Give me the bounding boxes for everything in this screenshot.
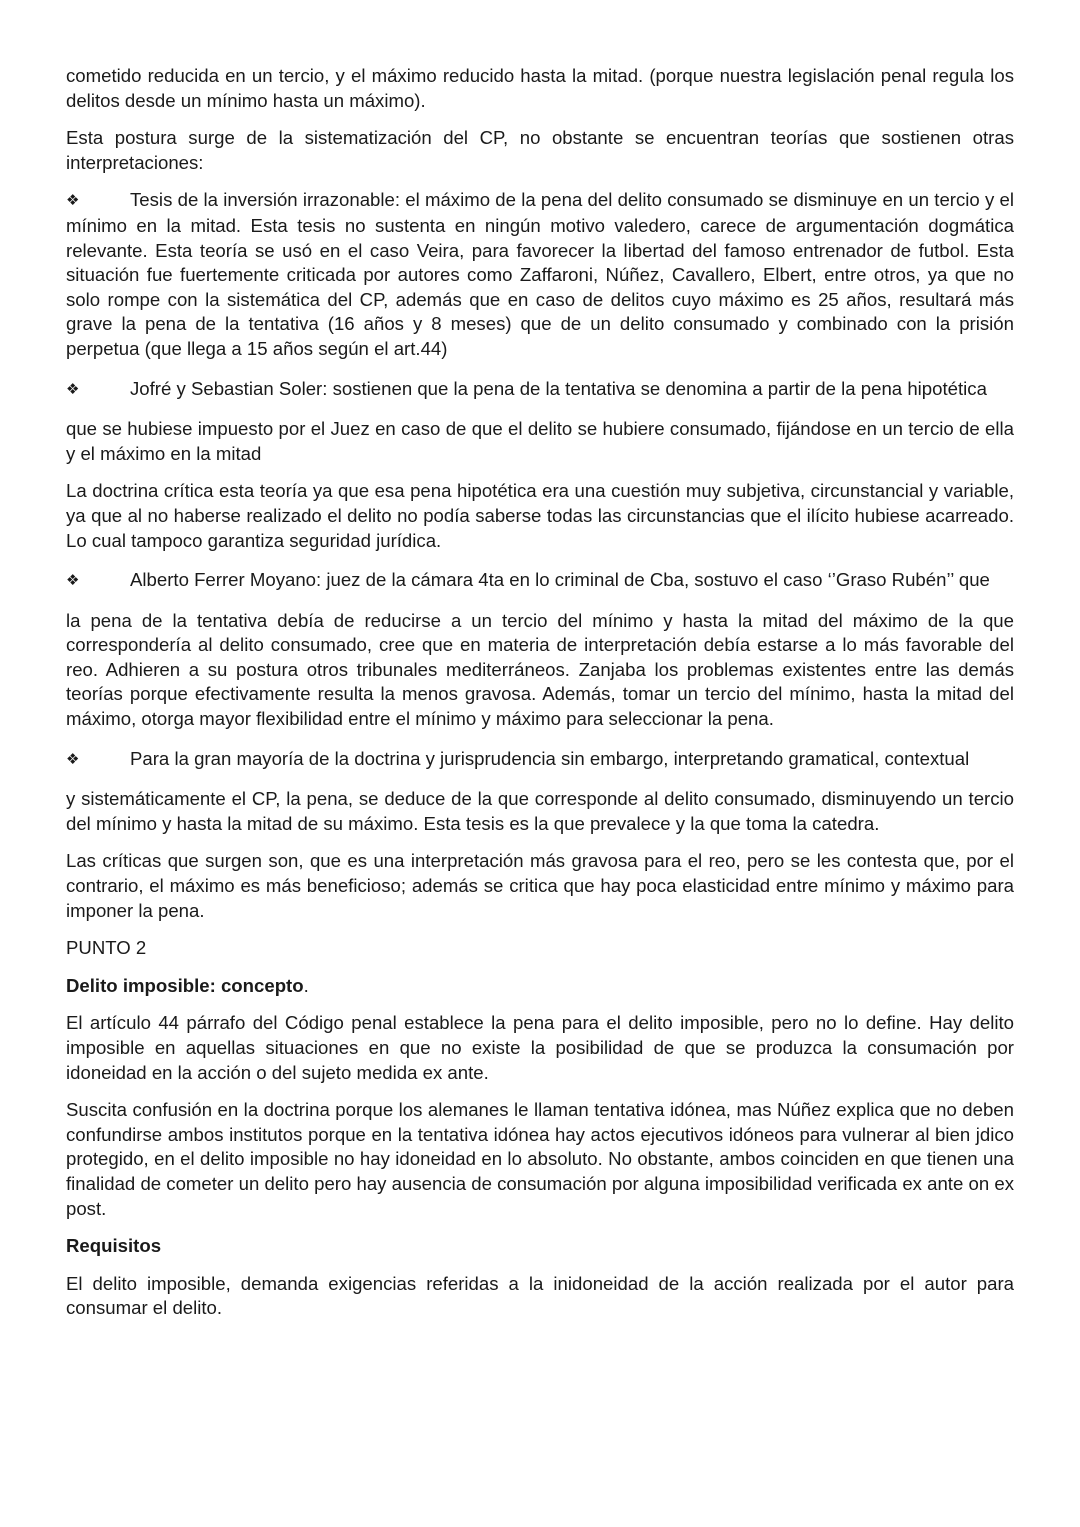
document-page: [66, 64, 1014, 1334]
diamond-bullet-icon: ❖: [66, 750, 80, 768]
heading-delito-imposible: [66, 974, 1014, 999]
bullet-inversion-irrazonable: [66, 188, 1014, 361]
paragraph-systematization: Esta postura surge de la sistematización del CP, no obstante se encuentran teorías que sostienen otras interpretaciones:: [66, 127, 1014, 173]
heading-requisitos: Requisitos: [66, 1235, 162, 1257]
bullet-majority-doctrine: [66, 747, 1014, 773]
diamond-bullet-icon: ❖: [66, 572, 80, 590]
paragraph-requisitos: El delito imposible, demanda exigencias referidas a la inidoneidad de la acción realizada por el autor para consumar el delito.: [66, 1272, 1014, 1319]
bullet-text: Para la gran mayoría de la doctrina y jurisprudencia sin embargo, interpretando gramatical, contextual: [130, 747, 970, 769]
paragraph-criticisms: Las críticas que surgen son, que es una interpretación más gravosa para el reo, pero se les contesta que, por el contrario, el máximo es más beneficioso; además se critica que hay poca elasticidad entre mínimo y máximo para imponer la pena.: [66, 850, 1014, 921]
bullet-text: Alberto Ferrer Moyano: juez de la cámara 4ta en lo criminal de Cba, sostuvo el caso ‘’Graso Rubén’’ que: [130, 569, 990, 591]
diamond-bullet-icon: ❖: [66, 380, 80, 398]
paragraph-doctrinal-confusion: Suscita confusión en la doctrina porque los alemanes le llaman tentativa idónea, mas Núñez explica que no deben confundirse ambos institutos porque en la tentativa idónea hay actos ejecutivos idóneos para vulnerar al bien jdico protegido, en el delito imposible no hay idoneidad en lo absoluto. No obstante, ambos coinciden en que tienen una finalidad de cometer un delito pero hay ausencia de consumación por alguna imposibilidad verificada ex ante on ex post.: [66, 1099, 1014, 1219]
section-label-punto-2: PUNTO 2: [66, 937, 147, 959]
heading-dot: .: [303, 974, 309, 996]
heading-text: Delito imposible: concepto: [66, 974, 304, 996]
bullet-ferrer-moyano: [66, 568, 1014, 594]
paragraph-article-44: El artículo 44 párrafo del Código penal establece la pena para el delito imposible, pero no lo define. Hay delito imposible en aquellas situaciones en que no existe la posibilidad de que se produzca la consumación por idoneidad en la acción o del sujeto medida ex ante.: [66, 1012, 1014, 1083]
paragraph-doctrine-critique: La doctrina crítica esta teoría ya que esa pena hipotética era una cuestión muy subjetiva, circunstancial y variable, ya que al no haberse realizado el delito no podía saberse todas las circunstancias que el ilícito hubiese acarreado. Lo cual tampoco garantiza seguridad jurídica.: [66, 480, 1014, 551]
diamond-bullet-icon: ❖: [66, 192, 80, 210]
paragraph-prevailing-thesis: y sistemáticamente el CP, la pena, se deduce de la que corresponde al delito consumado, disminuyendo un tercio del mínimo y hasta la mitad de su máximo. Esta tesis es la que prevalece y la que toma la catedra.: [66, 788, 1014, 834]
paragraph-hypothetical-penalty: que se hubiese impuesto por el Juez en caso de que el delito se hubiere consumado, fijándose en un tercio de ella y el máximo en la mitad: [66, 418, 1014, 464]
bullet-text: Tesis de la inversión irrazonable: el máximo de la pena del delito consumado se disminuye en un tercio y el mínimo en la mitad. Esta tesis no sustenta en ningún motivo valedero, carece de argumentación dogmática relevante. Esta teoría se usó en el caso Veira, para favorecer la libertad del famoso entrenador de futbol. Esta situación fue fuertemente criticada por autores como Zaffaroni, Núñez, Cavallero, Elbert, entre otros, ya que no solo rompe con la sistemática del CP, además que en caso de delitos cuyo máximo es 25 años, resultará más grave la pena de la tentativa (16 años y 8 meses) que de un delito consumado y combinado con la prisión perpetua (que llega a 15 años según el art.44): [66, 189, 1014, 359]
bullet-jofre-soler: [66, 377, 1014, 403]
bullet-text: Jofré y Sebastian Soler: sostienen que la pena de la tentativa se denomina a partir de la pena hipotética: [130, 377, 987, 399]
paragraph-reduced-penalty: cometido reducida en un tercio, y el máximo reducido hasta la mitad. (porque nuestra legislación penal regula los delitos desde un mínimo hasta un máximo).: [66, 65, 1014, 111]
paragraph-ferrer-moyano-detail: la pena de la tentativa debía de reducirse a un tercio del mínimo y hasta la mitad del máximo de la que correspondería al delito consumado, cree que en materia de interpretación debía estarse a lo más favorable del reo. Adhieren a su postura otros tribunales mediterráneos. Zanjaba los problemas existentes entre las demás teorías porque efectivamente resulta la menos gravosa. Además, tomar un tercio del mínimo, hasta la mitad del máximo, otorga mayor flexibilidad entre el mínimo y máximo para seleccionar la pena.: [66, 609, 1014, 730]
